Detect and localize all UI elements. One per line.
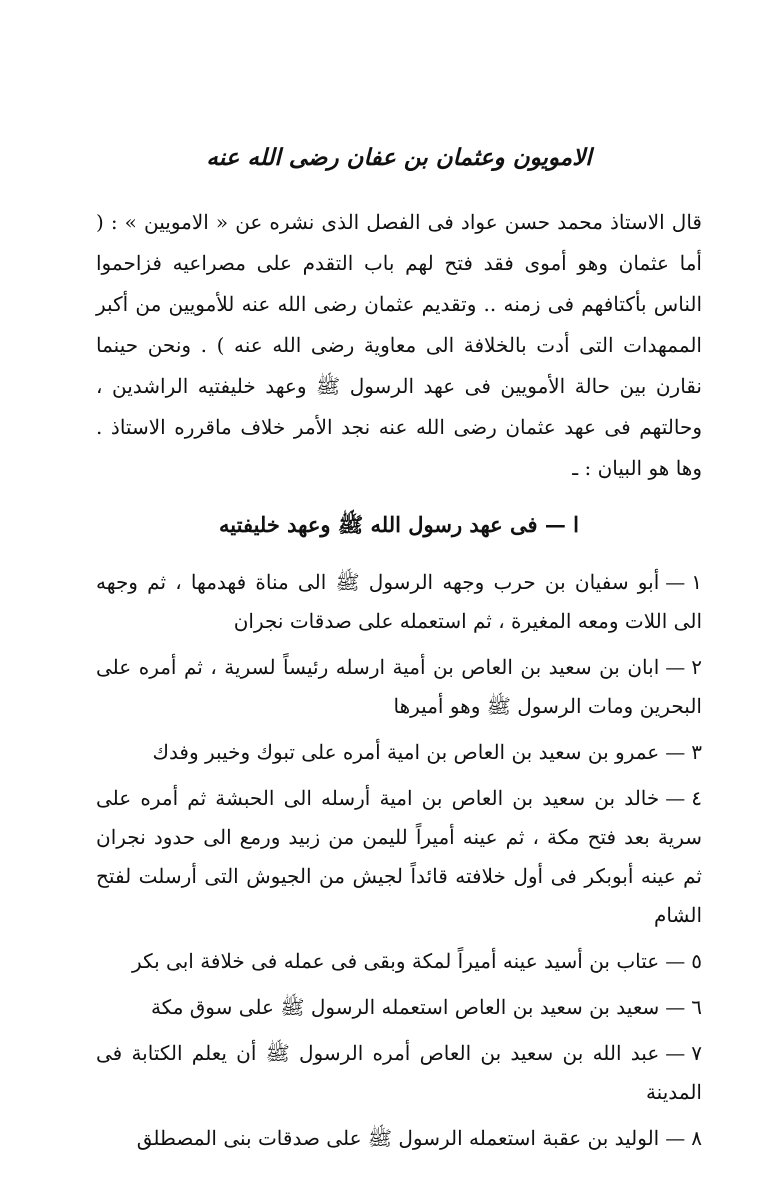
item-text: عمرو بن سعيد بن العاص بن امية أمره على تبوك وخيبر وفدك: [152, 740, 660, 764]
item-text: أبو سفيان بن حرب وجهه الرسول ﷺ الى مناة فهدمها ، ثم وجهه الى اللات ومعه المغيرة ، ثم استعمله على صدقات نجران: [96, 570, 702, 633]
item-number: ٢: [691, 655, 702, 679]
item-text: خالد بن سعيد بن العاص بن امية أرسله الى الحبشة ثم أمره على سرية بعد فتح مكة ، ثم عينه أميراً لليمن من زبيد ورمع الى حدود نجران ثم عينه أبوبكر فى أول خلافته قائداً لجيش من الجيوش التى أرسلت لفتح الشام: [96, 786, 702, 927]
list-item: [96, 942, 702, 981]
item-number: ٥: [691, 949, 702, 973]
section-heading: ا — فى عهد رسول الله ﷺ وعهد خليفتيه: [219, 512, 579, 537]
intro-paragraph: قال الاستاذ محمد حسن عواد فى الفصل الذى نشره عن « الامويين » : ( أما عثمان وهو أموى فقد فتح لهم باب التقدم على مصراعيه فزاحموا الناس بأكتافهم فى زمنه .. وتقديم عثمان رضى الله عنه للأمويين من أكبر الممهدات التى أدت بالخلافة الى معاوية رضى الله عنه ) . ونحن حينما نقارن بين حالة الأمويين فى عهد الرسول ﷺ وعهد خليفتيه الراشدين ، وحالتهم فى عهد عثمان رضى الله عنه نجد الأمر خلاف ماقرره الاستاذ . وها هو البيان : ـ: [96, 210, 702, 480]
list-item: [96, 733, 702, 772]
item-number: ٨: [691, 1126, 702, 1150]
item-text: عبد الله بن سعيد بن العاص أمره الرسول ﷺ أن يعلم الكتابة فى المدينة: [96, 1041, 702, 1104]
item-number: ١: [691, 570, 702, 594]
page-title: الامويون وعثمان بن عفان رضى الله عنه: [206, 144, 592, 171]
list-item: [96, 988, 702, 1027]
list-item: [96, 779, 702, 935]
item-number: ٦: [691, 995, 702, 1019]
item-number: ٤: [691, 786, 702, 810]
item-separator: —: [665, 570, 686, 594]
item-separator: —: [665, 949, 686, 973]
document-page: [96, 140, 702, 1165]
item-separator: —: [665, 740, 686, 764]
item-number: ٣: [691, 740, 702, 764]
item-separator: —: [665, 786, 686, 810]
numbered-list: [96, 563, 702, 1158]
item-text: ابان بن سعيد بن العاص بن أمية ارسله رئيساً لسرية ، ثم أمره على البحرين ومات الرسول ﷺ وهو أميرها: [96, 655, 702, 718]
list-item: [96, 563, 702, 641]
item-separator: —: [665, 995, 686, 1019]
list-item: [96, 1034, 702, 1112]
item-separator: —: [665, 655, 686, 679]
item-separator: —: [665, 1126, 686, 1150]
item-number: ٧: [691, 1041, 702, 1065]
item-text: سعيد بن سعيد بن العاص استعمله الرسول ﷺ على سوق مكة: [150, 995, 660, 1019]
list-item: [96, 648, 702, 726]
item-text: الوليد بن عقبة استعمله الرسول ﷺ على صدقات بنى المصطلق: [136, 1126, 660, 1150]
item-separator: —: [665, 1041, 686, 1065]
list-item: [96, 1119, 702, 1158]
item-text: عتاب بن أسيد عينه أميراً لمكة وبقى فى عمله فى خلافة ابى بكر: [132, 949, 660, 973]
